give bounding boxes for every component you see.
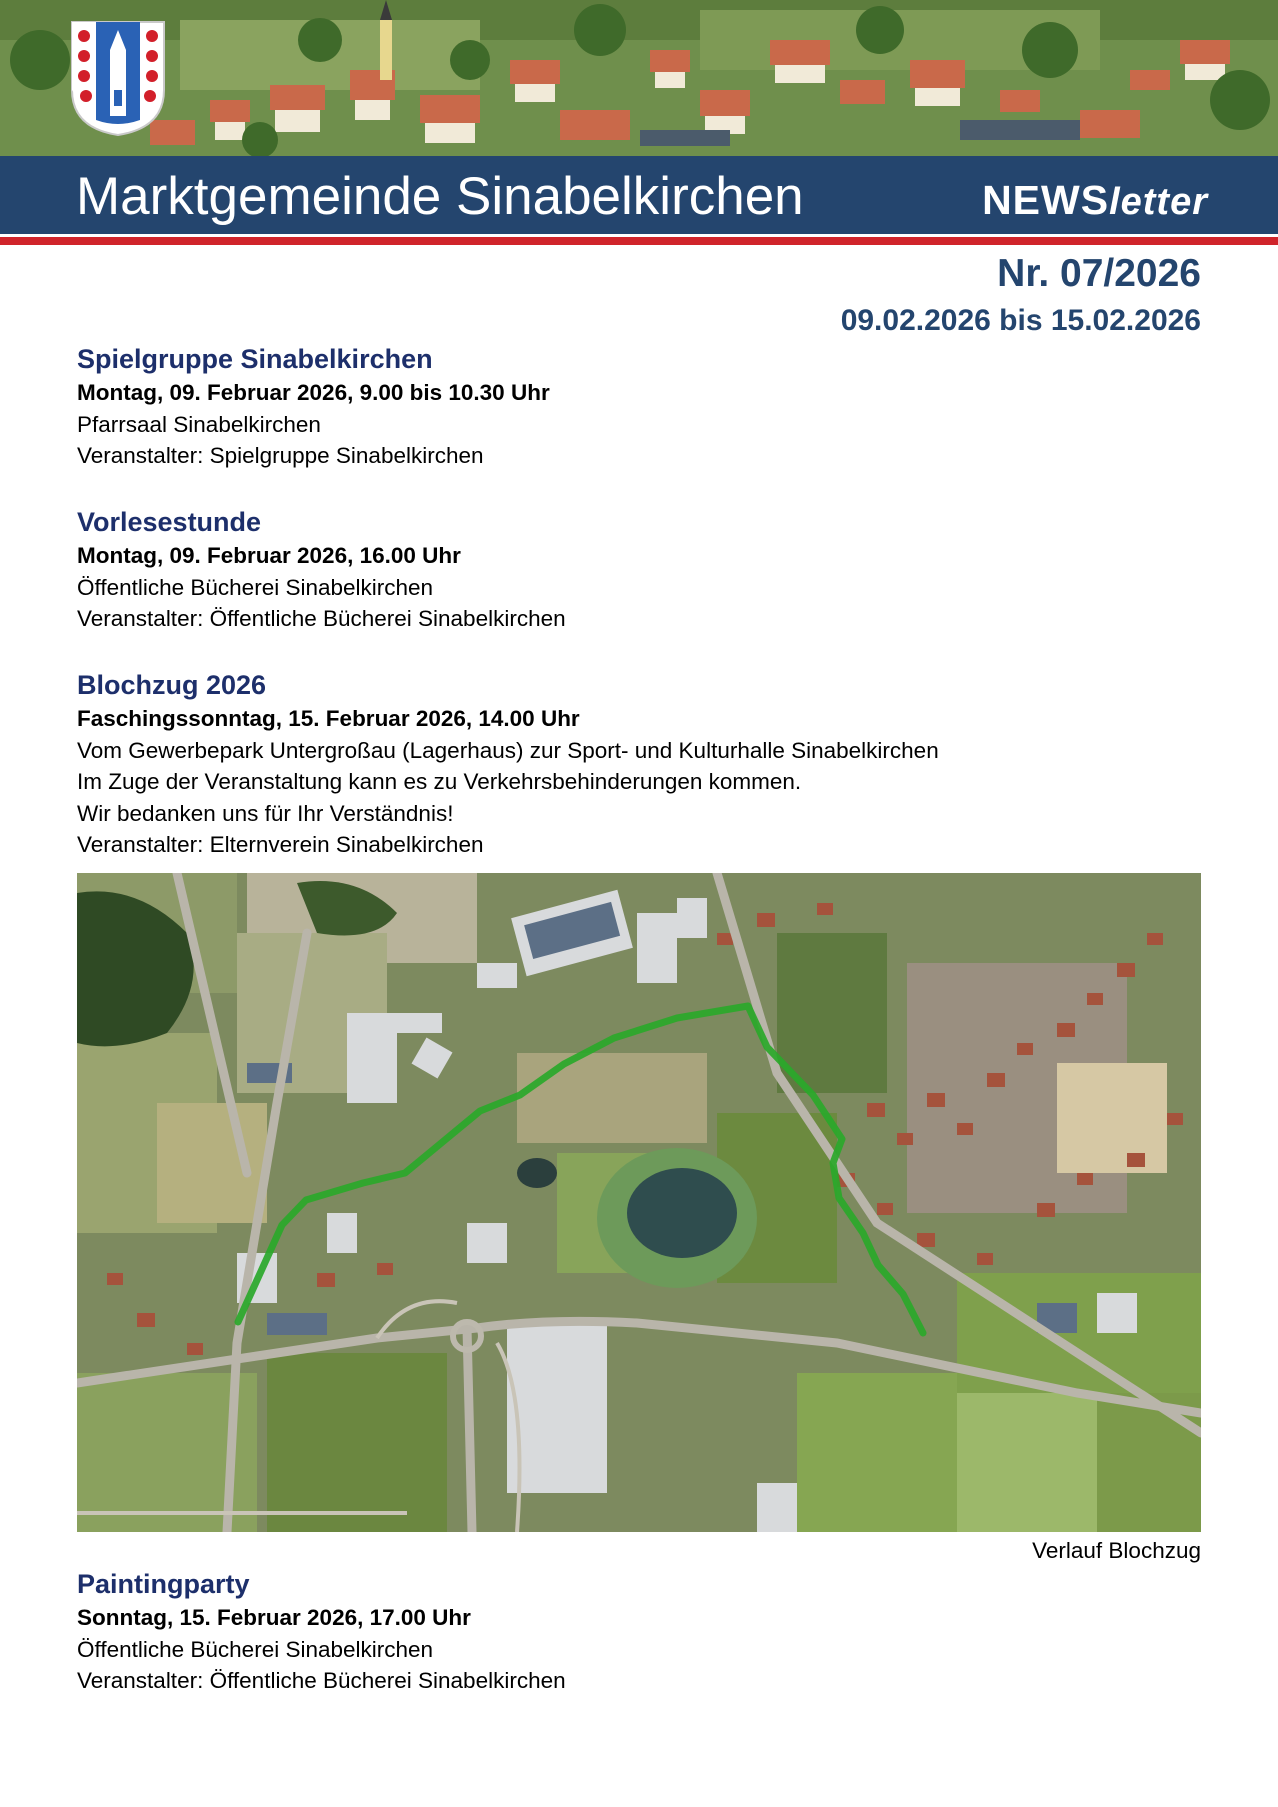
- header-village-photo: [0, 0, 1278, 156]
- event-title: Paintingparty: [77, 1569, 250, 1599]
- event-notice: Im Zuge der Veranstaltung kann es zu Verkehrsbehinderungen kommen.: [77, 769, 802, 794]
- issue-date-range: 09.02.2026 bis 15.02.2026: [840, 304, 1201, 337]
- event-title: Blochzug 2026: [77, 670, 267, 700]
- route-aerial-map: [77, 873, 1201, 1532]
- event-title: Spielgruppe Sinabelkirchen: [77, 344, 433, 374]
- event-organizer: Veranstalter: Spielgruppe Sinabelkirchen: [77, 443, 484, 468]
- event-organizer: Veranstalter: Öffentliche Bücherei Sinabelkirchen: [77, 1668, 566, 1693]
- event-location: Öffentliche Bücherei Sinabelkirchen: [77, 574, 434, 600]
- event-route: Vom Gewerbepark Untergroßau (Lagerhaus) zur Sport- und Kulturhalle Sinabelkirchen: [77, 737, 939, 763]
- event-blochzug: [77, 667, 1202, 861]
- event-thanks: Wir bedanken uns für Ihr Verständnis!: [77, 800, 454, 826]
- issue-number: Nr. 07/2026: [997, 252, 1201, 295]
- event-date: Sonntag, 15. Februar 2026, 17.00 Uhr: [77, 1605, 471, 1630]
- banner-divider-red: [0, 237, 1278, 245]
- news-bold-text: NEWS: [982, 177, 1110, 223]
- event-date: Montag, 09. Februar 2026, 9.00 bis 10.30 Uhr: [77, 380, 550, 405]
- newsletter-masthead-title: Marktgemeinde Sinabelkirchen: [76, 167, 804, 226]
- event-location: Pfarrsaal Sinabelkirchen: [77, 411, 321, 437]
- event-organizer: Veranstalter: Elternverein Sinabelkirchen: [77, 832, 484, 857]
- event-location: Öffentliche Bücherei Sinabelkirchen: [77, 1636, 434, 1662]
- event-title: Vorlesestunde: [77, 507, 262, 537]
- event-date: Faschingssonntag, 15. Februar 2026, 14.00 Uhr: [77, 706, 580, 731]
- event-paintingparty: [77, 1566, 1202, 1697]
- map-caption: Verlauf Blochzug: [1032, 1538, 1201, 1563]
- newsletter-wordmark: [982, 172, 1208, 230]
- event-vorlesestunde: [77, 504, 1202, 635]
- municipal-crest-logo: [70, 20, 166, 137]
- event-organizer: Veranstalter: Öffentliche Bücherei Sinabelkirchen: [77, 606, 566, 631]
- event-spielgruppe: [77, 341, 1202, 472]
- event-date: Montag, 09. Februar 2026, 16.00 Uhr: [77, 543, 461, 568]
- letter-italic-text: letter: [1109, 181, 1208, 223]
